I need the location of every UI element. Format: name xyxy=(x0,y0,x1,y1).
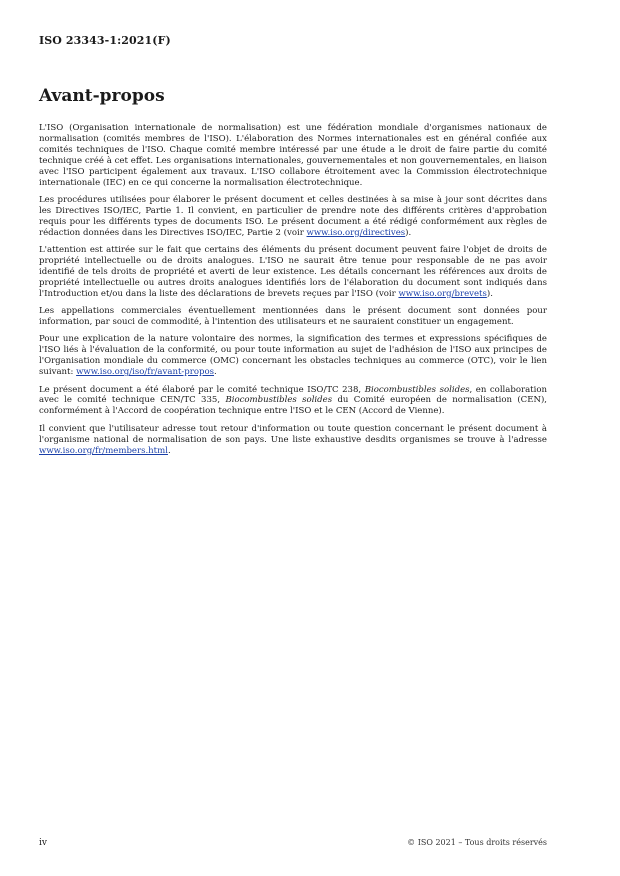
paragraph-text: Il convient que l'utilisateur adresse tout retour d'information ou toute question concernant le présent document à l'organisme national de normalisation de son pays. Une liste exhaustive desdits organismes se trouve à l'adresse xyxy=(39,423,547,445)
paragraph-text: . xyxy=(167,445,171,456)
paragraph-text: du Comité européen de normalisation (CEN), conformément à l'Accord de coopération technique entre l'ISO et le CEN (Accord de Vienne). xyxy=(39,395,547,417)
committee-title-italic: Biocombustibles solides xyxy=(225,395,333,406)
paragraph-text: , en collaboration avec le comité technique CEN/TC 335, xyxy=(39,384,548,406)
page-number: iv xyxy=(39,838,47,848)
paragraph-text: ). xyxy=(486,288,493,299)
directives-link[interactable]: www.iso.org/directives xyxy=(306,227,406,238)
document-id-header: ISO 23343-1:2021(F) xyxy=(39,34,171,47)
paragraph-text: Le présent document a été élaboré par le comité technique ISO/TC 238, xyxy=(39,384,365,395)
paragraph-feedback xyxy=(39,424,547,457)
paragraph-trade-names: Les appellations commerciales éventuellement mentionnées dans le présent document sont données pour information, par souci de commodité, à l'intention des utilisateurs et ne sauraient constituer un engagement. xyxy=(39,306,547,327)
foreword-body xyxy=(39,123,547,463)
page-title: Avant-propos xyxy=(39,86,165,106)
members-link[interactable]: www.iso.org/fr/members.html xyxy=(39,445,168,456)
copyright-notice: © ISO 2021 – Tous droits réservés xyxy=(407,838,547,847)
paragraph-committee xyxy=(39,385,547,418)
paragraph-text: Pour une explication de la nature volontaire des normes, la signification des termes et expressions spécifiques de l'ISO liés à l'évaluation de la conformité, ou pour toute information au sujet de l'adhésion de l'ISO aux principes de l'Organisation mondiale du commerce (OMC) concernant les obstacles techniques au commerce (OTC), voir le lien suivant: xyxy=(39,334,547,378)
paragraph-text: . xyxy=(213,367,217,378)
committee-title-italic: Biocombustibles solides xyxy=(364,384,470,395)
patents-link[interactable]: www.iso.org/brevets xyxy=(398,288,487,299)
paragraph-voluntary-nature xyxy=(39,334,547,378)
paragraph-text: ). xyxy=(405,227,412,238)
paragraph-patents xyxy=(39,245,547,300)
paragraph-text: Les procédures utilisées pour élaborer le présent document et celles destinées à sa mise à jour sont décrites dans les Directives ISO/IEC, Partie 1. Il convient, en particulier de prendre note des différents critères d'approbation requis pour les différents types de documents ISO. Le présent document a été rédigé conformément aux règles de rédaction données dans les Directives ISO/IEC, Partie 2 (voir xyxy=(39,194,547,238)
foreword-link[interactable]: www.iso.org/iso/fr/avant-propos xyxy=(76,367,214,378)
paragraph-text: L'attention est attirée sur le fait que certains des éléments du présent document peuvent faire l'objet de droits de propriété intellectuelle ou de droits analogues. L'ISO ne saurait être tenue pour responsable de ne pas avoir identifié de tels droits de propriété et averti de leur existence. Les détails concernant les références aux droits de propriété intellectuelle ou autres droits analogues identifiés lors de l'élaboration du document sont indiqués dans l'Introduction et/ou dans la liste des déclarations de brevets reçues par l'ISO (voir xyxy=(39,245,547,299)
paragraph-procedures xyxy=(39,195,547,239)
paragraph-iso-intro: L'ISO (Organisation internationale de normalisation) est une fédération mondiale d'organismes nationaux de normalisation (comités membres de l'ISO). L'élaboration des Normes internationales est en général confiée aux comités techniques de l'ISO. Chaque comité membre intéressé par une étude a le droit de faire partie du comité technique créé à cet effet. Les organisations internationales, gouvernementales et non gouvernementales, en liaison avec l'ISO participent également aux travaux. L'ISO collabore étroitement avec la Commission électrotechnique internationale (IEC) en ce qui concerne la normalisation électrotechnique. xyxy=(39,123,547,188)
